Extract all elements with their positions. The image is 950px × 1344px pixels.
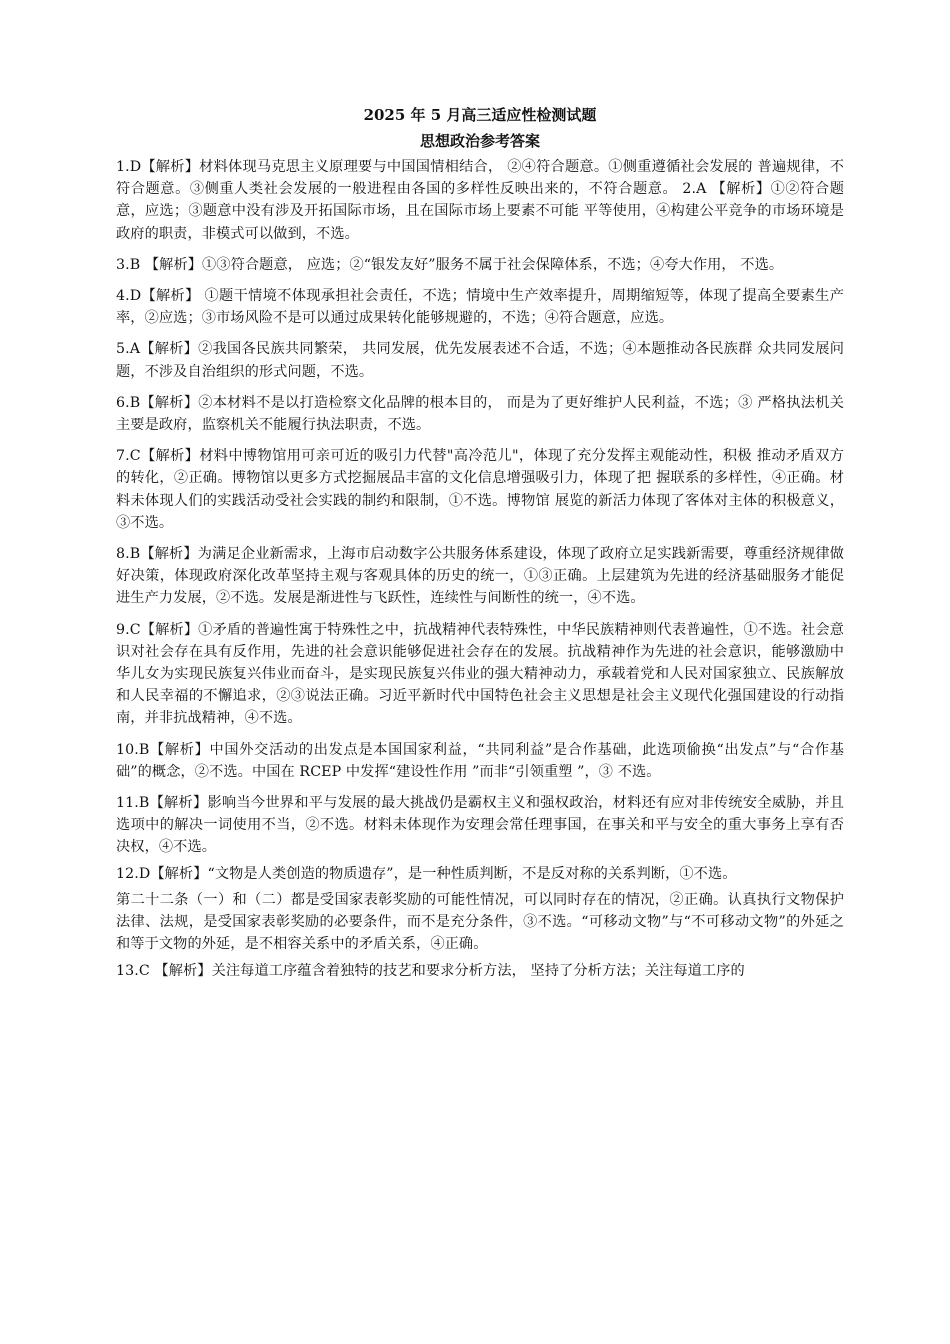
answer-11: 11.B【解析】影响当今世界和平与发展的最大挑战仍是霸权主义和强权政治，材料还有应对非传统安全威胁，并且选项中的解决一词使用不当，②不选。材料未体现作为安理会常任理事国，在事关和平与安全的重大事务上享有否决权，④不选。 xyxy=(116,795,844,856)
answer-9: 9.C【解析】①矛盾的普遍性寓于特殊性之中，抗战精神代表特殊性，中华民族精神则代表普遍性，①不选。社会意识对社会存在具有反作用，先进的社会意识能够促进社会存在的发展。抗战精神作为先进的社会意识，能够激励中华儿女为实现民族复兴伟业而奋斗，是实现民族复兴伟业的强大精神动力，承载着党和人民对国家独立、民族解放和人民幸福的不懈追求，②③说法正确。习近平新时代中国特色社会主义思想是社会主义现代化强国建设的行动指南，并非抗战精神，④不选。 xyxy=(116,621,844,727)
answer-13: 13.C 【解析】关注每道工序蕴含着独特的技艺和要求分析方法， 坚持了分析方法；关注每道工序的 xyxy=(116,962,745,979)
page-title: 2025 年 5 月高三适应性检测试题 xyxy=(363,106,597,124)
answer-1-2: 1.D【解析】材料体现马克思主义原理要与中国国情相结合， ②④符合题意。①侧重遵循社会发展的 普遍规律，不符合题意。③侧重人类社会发展的一般进程由各国的多样性反映出来的，不符合题意。 2.A 【解析】①②符合题意，应选；③题意中没有涉及开拓国际市场，且在国际市场上要素不可能 平等使用，④构建公平竞争的市场环境是政府的职责，非模式可以做到，不选。 xyxy=(116,159,844,242)
answer-12: 12.D【解析】“文物是人类创造的物质遗存”，是一种性质判断，不是反对称的关系判断，①不选。 xyxy=(116,865,737,882)
answer-3: 3.B 【解析】①③符合题意， 应选；②“银发友好”服务不属于社会保障体系，不选；④夸大作用， 不选。 xyxy=(116,256,784,273)
page-subtitle: 思想政治参考答案 xyxy=(419,132,540,150)
answer-document xyxy=(116,104,844,991)
answer-6: 6.B【解析】②本材料不是以打造检察文化品牌的根本目的， 而是为了更好维护人民利益，不选；③ 严格执法机关主要是政府，监察机关不能履行执法职责，不选。 xyxy=(116,394,844,434)
answer-5: 5.A【解析】②我国各民族共同繁荣， 共同发展，优先发展表述不合适，不选；④本题推动各民族群 众共同发展问题，不涉及自治组织的形式问题，不选。 xyxy=(116,341,844,380)
answer-12-continued: 第二十二条（一）和（二）都是受国家表彰奖励的可能性情况，可以同时存在的情况，②正确。认真执行文物保护法律、法规，是受国家表彰奖励的必要条件，而不是充分条件，③不选。“可移动文物”与“不可移动文物”的外延之和等于文物的外延，是不相容关系中的矛盾关系，④正确。 xyxy=(116,891,844,953)
answer-4: 4.D【解析】 ①题干情境不体现承担社会责任，不选；情境中生产效率提升，周期缩短等，体现了提高全要素生产率，②应选；③市场风险不是可以通过成果转化能够规避的，不选；④符合题意，应选。 xyxy=(116,288,844,327)
answer-10: 10.B【解析】中国外交活动的出发点是本国国家利益，“共同利益”是合作基础，此选项偷换“出发点”与“合作基础”的概念，②不选。中国在 RCEP 中发挥“建设性作用 ”而非“引领重塑 ”，③ 不选。 xyxy=(116,741,844,780)
answer-7: 7.C【解析】材料中博物馆用可亲可近的吸引力代替"高冷范儿"，体现了充分发挥主观能动性，积极 推动矛盾双方的转化，②正确。博物馆以更多方式挖掘展品丰富的文化信息增强吸引力，体现了把 握联系的多样性，④正确。材料未体现人们的实践活动受社会实践的制约和限制，①不选。博物馆 展览的新活力体现了客体对主体的积极意义，③不选。 xyxy=(116,448,844,531)
answer-8: 8.B【解析】为满足企业新需求，上海市启动数字公共服务体系建设，体现了政府立足实践新需要，尊重经济规律做好决策，体现政府深化改革坚持主观与客观具体的历史的统一，①③正确。上层建筑为先进的经济基础服务才能促进生产力发展，②不选。发展是渐进性与飞跃性，连续性与间断性的统一，④不选。 xyxy=(116,546,844,607)
